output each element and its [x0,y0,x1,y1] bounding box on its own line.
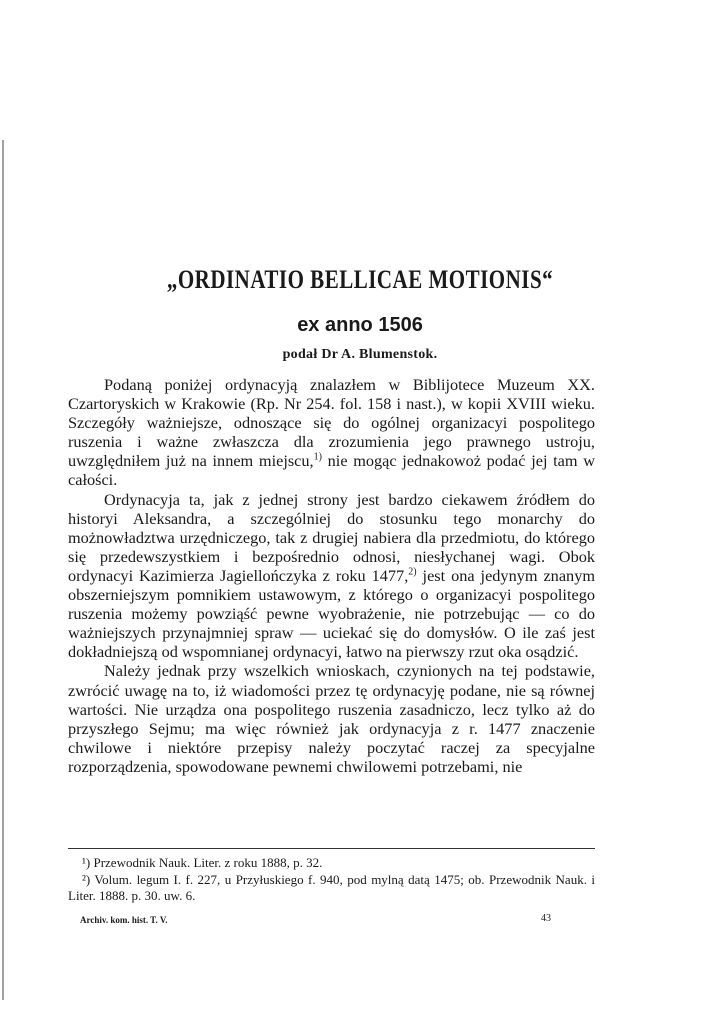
paragraph-2-text-cont: jest ona jedynym znanym obszerniejszym pomnikiem ustawowym, z którego o organizacyi pospolitego ruszenia możemy powziąść pewne wyobrażenie, nie potrzebując — co do ważniejszych przynajmniej spraw — uciekać się do domysłów. O ile zaś jest dokładniejszą od wspomnianej ordynacyi, łatwo na pierwszy rzut oka osądzić. [68,565,595,662]
paragraph-3 [68,661,595,776]
document-title: „ORDINATIO BELLICAE MOTIONIS“ [166,264,554,294]
footnote-2: ²) Volum. legum I. f. 227, u Przyłuskiego f. 940, pod mylną datą 1475; ob. Przewodnik Nauk. i Liter. 1888. p. 30. uw. 6. [68,871,595,903]
footnotes [68,855,595,905]
footnote-ref-1: 1) [313,451,322,463]
document-subtitle: ex anno 1506 [297,314,423,336]
page-footer [68,915,595,929]
paragraph-2-text: Ordynacyja ta, jak z jednej strony jest bardzo ciekawem źródłem do historyi Aleksandra, a szczególniej do stosunku tego monarchy do możnowładztwa urzędniczego, tak z drugiej nabiera dla przedmiotu, do którego się przedewszystkiem i bezpośrednio odnosi, niesłychanej wagi. Obok ordynacyi Kazimierza Jagiellończyka z roku 1477, [68,489,595,585]
footnote-1: ¹) Przewodnik Nauk. Liter. z roku 1888, p. 32. [82,855,323,870]
document-author: podał Dr A. Blumenstok. [282,347,438,362]
footnote-separator [68,848,595,849]
paragraph-1-text: Podaną poniżej ordynacyją znalazłem w Biblijotece Muzeum XX. Czartoryskich w Krakowie (Rp. Nr 254. fol. 158 i nast.), w kopii XVIII wieku. Szczegóły ważniejsze, odnoszące się do ogólnej organizacyi pospolitego ruszenia i ważne zwłaszcza dla zrozumienia jego prawnego ustroju, uwzględniłem już na innem miejscu, [68,375,595,471]
body-text [68,375,595,776]
paragraph-1 [68,375,595,490]
paragraph-3-text: Należy jednak przy wszelkich wnioskach, czynionych na tej podstawie, zwrócić uwagę na to, iż wiadomości przez tę ordynacyję podane, nie są równej wartości. Nie urządza ona pospolitego ruszenia zasadniczo, lecz tylko aż do przyszłego Sejmu; ma więc również jak ordynacyja z r. 1477 znaczenie chwilowe i niektóre przepisy należy poczytać raczej za specyjalne rozporządzenia, spowodowane pewnemi chwilowemi potrzebami, nie [68,661,595,776]
paragraph-2 [68,490,595,662]
paragraph-1-text-cont: nie mogąc jednakowoż podać jej tam w całości. [68,451,595,490]
printer-signature: Archiv. kom. hist. T. V. [80,915,168,925]
page-number: 43 [541,913,551,924]
footnote-ref-2: 2) [408,566,417,578]
